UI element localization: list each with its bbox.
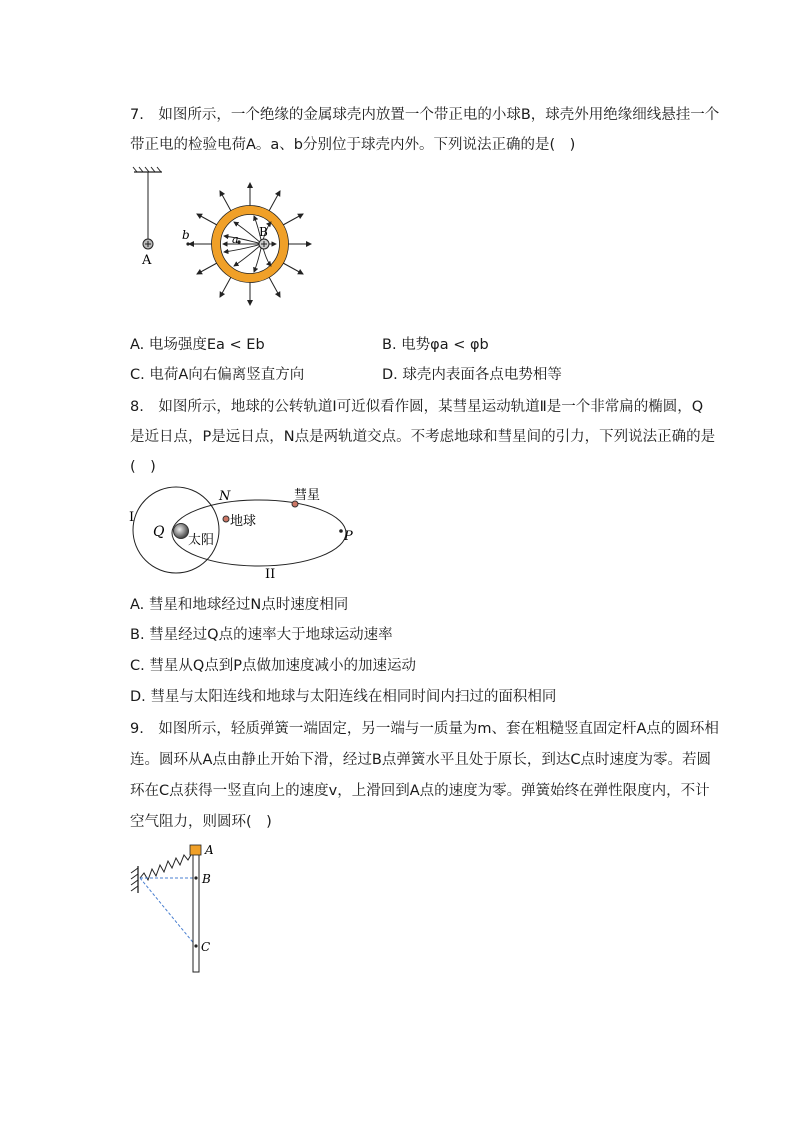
q8-option-b: B. 彗星经过Q点的速率大于地球运动速率 <box>130 627 393 643</box>
label-sun: 太阳 <box>188 533 215 548</box>
label-c-point: C <box>201 940 211 954</box>
label-orbit-i: I <box>129 510 135 525</box>
q7-figure <box>128 166 328 316</box>
label-b-charge: B <box>259 225 268 239</box>
label-n: N <box>219 489 231 504</box>
q8-stem-line2: 是近日点，P是远日点，N点是两轨道交点。不考虑地球和彗星间的引力，下列说法正确的是 <box>130 429 716 445</box>
vertical-rod <box>193 848 199 972</box>
q9-stem-line4: 空气阻力，则圆环( ) <box>130 814 272 830</box>
q8-stem-line1: 8. 如图所示，地球的公转轨道Ⅰ可近似看作圆，某彗星运动轨道Ⅱ是一个非常扁的椭圆，Q <box>130 399 704 415</box>
sun <box>174 524 189 539</box>
label-comet: 彗星 <box>294 488 321 503</box>
q8-option-c: C. 彗星从Q点到P点做加速度减小的加速运动 <box>130 658 416 674</box>
label-a-point: A <box>205 843 214 857</box>
q8-figure <box>126 480 366 585</box>
q9-figure <box>126 838 236 978</box>
wall <box>131 866 138 893</box>
label-q: Q <box>153 524 165 540</box>
earth <box>223 516 229 522</box>
label-point-b: b <box>182 228 190 242</box>
q8-option-d: D. 彗星与太阳连线和地球与太阳连线在相同时间内扫过的面积相同 <box>130 689 557 705</box>
spring <box>140 853 192 880</box>
q9-stem-line1: 9. 如图所示，轻质弹簧一端固定，另一端与一质量为m、套在粗糙竖直固定杆A点的圆环相 <box>130 721 719 737</box>
label-earth: 地球 <box>230 514 257 529</box>
q7-option-b: B. 电势φa < φb <box>382 337 489 353</box>
ring <box>190 845 201 855</box>
label-a-charge: A <box>142 253 152 268</box>
label-orbit-ii: II <box>265 567 276 582</box>
q8-stem-line3: ( ) <box>130 459 156 475</box>
q7-option-d: D. 球壳内表面各点电势相等 <box>382 367 562 383</box>
q8-option-a: A. 彗星和地球经过N点时速度相同 <box>130 597 349 613</box>
q9-stem-line2: 连。圆环从A点由静止开始下滑，经过B点弹簧水平且处于原长，到达C点时速度为零。若圆 <box>130 752 711 768</box>
label-p: P <box>344 529 353 544</box>
q7-option-c: C. 电荷A向右偏离竖直方向 <box>130 367 305 383</box>
q7-stem-line2: 带正电的检验电荷A。a、b分别位于球壳内外。下列说法正确的是( ) <box>130 137 576 153</box>
q7-option-a: A. 电场强度Ea < Eb <box>130 337 265 353</box>
label-b-point: B <box>202 872 211 886</box>
q7-stem-line1: 7. 如图所示，一个绝缘的金属球壳内放置一个带正电的小球B，球壳外用绝缘细线悬挂一个 <box>130 107 720 123</box>
q9-stem-line3: 环在C点获得一竖直向上的速度v，上滑回到A点的速度为零。弹簧始终在弹性限度内，不计 <box>130 783 710 799</box>
hanging-charge-a <box>133 167 162 249</box>
label-point-a: a <box>232 233 239 246</box>
